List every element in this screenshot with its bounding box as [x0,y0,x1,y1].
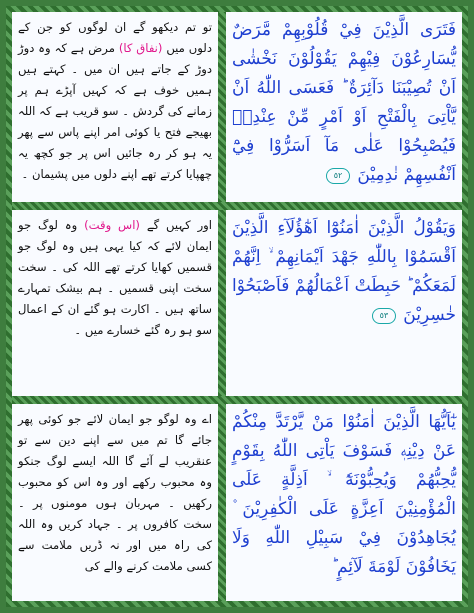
urdu-translation-1 [12,12,218,202]
urdu-text-post-2: وہ لوگ جو ایمان لائے کہ کیا یہی ہیں وہ لوگ جو قسمیں کھایا کرتے تھے اللہ کی ۔ سخت سخت اپنی قسمیں ۔ ہم بیشک تمہارے ساتھ ہیں ۔ اکارت ہو گئے ان کے اعمال سو ہو رہ گئے خسارے میں ۔ [18,218,212,337]
column-divider [218,12,226,202]
arabic-text-1: فَتَرَى الَّذِيْنَ فِيْ قُلُوْبِهِمْ مَّرَضٌ يُّسَارِعُوْنَ فِيْهِمْ يَقُوْلُوْنَ نَخْشٰى اَنْ تُصِيْبَنَا دَآئِرَةٌ ؕ فَعَسَى اللّٰهُ اَنْ يَّاْتِىَ بِالْفَتْحِ اَوْ اَمْرٍ مِّنْ عِنْدِهٖ فَيُصْبِحُوْا عَلٰى مَآ اَسَرُّوْا فِيْٓ اَنْفُسِهِمْ نٰدِمِيْنَ [232,20,456,185]
verse-block-1 [12,12,462,202]
urdu-highlight-2: (اس وقت) [84,218,140,232]
arabic-text-2: وَيَقُوْلُ الَّذِيْنَ اٰمَنُوْٓا اَهٰٓؤُلَآءِ الَّذِيْنَ اَقْسَمُوْا بِاللّٰهِ جَهْدَ اَيْمَانِهِمْ ۙ اِنَّهُمْ لَمَعَكُمْ ؕ حَبِطَتْ اَعْمَالُهُمْ فَاَصْبَحُوْا خٰسِرِيْنَ [232,218,456,325]
row-divider [12,202,462,210]
arabic-verse-3 [226,404,462,601]
arabic-verse-2 [226,210,462,396]
verse-number-badge-1: ٥٢ [326,168,350,184]
column-divider [218,210,226,396]
column-divider [218,404,226,601]
verse-block-2 [12,210,462,396]
arabic-verse-1 [226,12,462,202]
urdu-translation-2 [12,210,218,396]
urdu-translation-3 [12,404,218,601]
urdu-text-pre-1: تو تم دیکھو گے ان لوگوں کو جن کے دلوں میں [18,20,212,55]
verse-block-3 [12,404,462,601]
row-divider [12,396,462,404]
arabic-text-3: يٰٓاَيُّهَا الَّذِيْنَ اٰمَنُوْا مَنْ يَّرْتَدَّ مِنْكُمْ عَنْ دِيْنِهٖ فَسَوْفَ يَاْتِى اللّٰهُ بِقَوْمٍ يُّحِبُّهُمْ وَيُحِبُّوْنَهٗٓ ۙ اَذِلَّةٍ عَلَى الْمُؤْمِنِيْنَ اَعِزَّةٍ عَلَى الْكٰفِرِيْنَ ۫ يُجَاهِدُوْنَ فِيْ سَبِيْلِ اللّٰهِ وَلَا يَخَافُوْنَ لَوْمَةَ لَآئِمٍ ؕ [232,412,456,577]
verse-number-badge-2: ٥٣ [372,308,396,324]
urdu-text-post-1: مرض ہے کہ وہ دوڑ دوڑ کے جاتے ہیں ان میں ۔ کہتے ہیں ہمیں خوف ہے کہ کہیں آپڑے ہم پر زمانے کی گردش ۔ سو قریب ہے کہ اللہ بھیجے فتح یا کوئی امر اپنے پاس سے پھر یہ ہو کر رہ جائیں اس پر جو کچھ یہ چھپایا کرتے تھے اپنے دلوں میں پشیمان ۔ [18,41,212,181]
urdu-text-post-3: اے وہ لوگو جو ایمان لائے جو کوئی پھر جائے گا تم میں سے اپنے دین سے تو عنقریب لے آئے گا اللہ ایسے لوگ جنکو وہ محبوب رکھے اور وہ اس کو محبوب رکھیں ۔ مہربان ہوں مومنوں پر ۔ سخت کافروں پر ۔ جہاد کریں وہ اللہ کی راہ میں اور نہ ڈریں ملامت سے کسی ملامت کرنے والے کی [18,412,212,573]
content-area [12,12,462,601]
urdu-highlight-1: (نفاق کا) [118,41,163,55]
urdu-text-pre-2: اور کہیں گے [146,218,212,232]
